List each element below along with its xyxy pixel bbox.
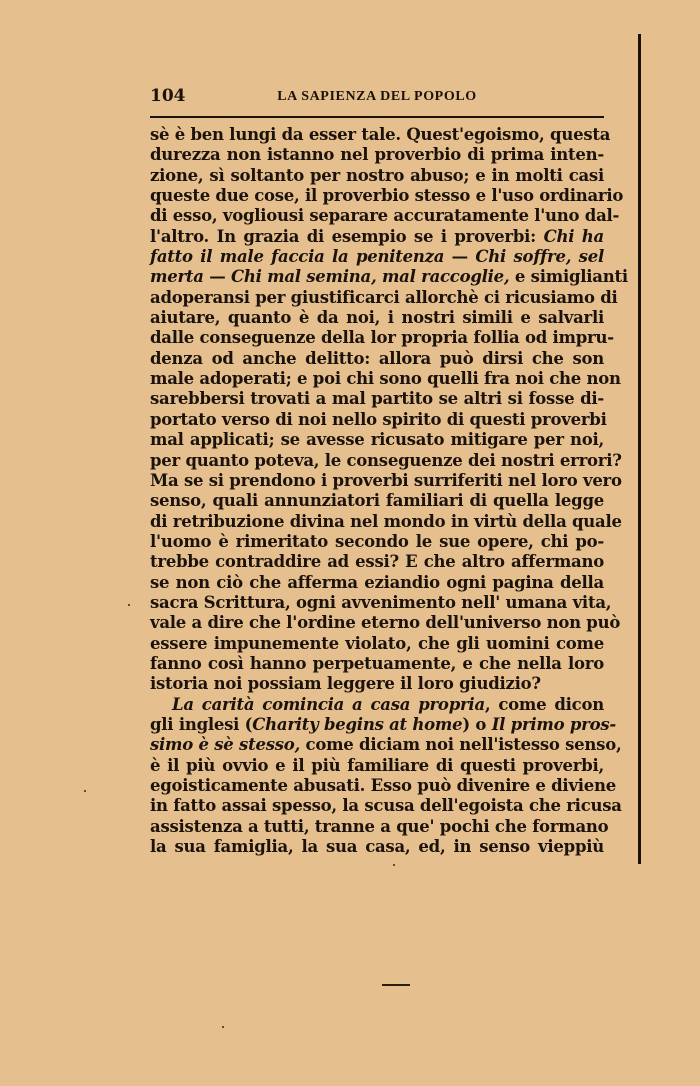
text-line: sacra Scrittura, ogni avvenimento nell' umana vita,	[150, 592, 612, 612]
text-line: sarebbersi trovati a mal partito se altri si fosse di-	[150, 389, 604, 409]
text-span: l'altro. In grazia di esempio se i proverbi:	[150, 226, 544, 246]
text-line: gli inglesi (Charity begins at home) o Il primo pros-	[150, 714, 616, 734]
text-line	[150, 227, 604, 247]
text-line: è il più ovvio e il più familiare di questi proverbi,	[150, 755, 604, 775]
ink-speck	[393, 864, 395, 866]
text-line: in fatto assai spesso, la scusa dell'egoista che ricusa	[150, 796, 622, 816]
text-line: sè è ben lungi da esser tale. Quest'egoismo, questa	[150, 125, 611, 144]
text-line: merta — Chi mal semina, mal raccoglie, e simiglianti	[150, 267, 628, 287]
page-edge-line	[638, 34, 641, 864]
text-line: zione, sì soltanto per nostro abuso; e in molti casi	[150, 165, 604, 185]
text-line: essere impunemente violato, che gli uomini come	[150, 633, 604, 653]
italic-span: Chi ha	[543, 226, 604, 246]
text-line: vale a dire che l'ordine eterno dell'universo non può	[150, 613, 621, 633]
italic-span: simo è sè stesso,	[150, 735, 301, 755]
text-line: la sua famiglia, la sua casa, ed, in senso vieppiù	[150, 837, 604, 857]
text-line: adoperansi per giustificarci allorchè ci ricusiamo di	[150, 287, 618, 307]
text-line: male adoperati; e poi chi sono quelli fra noi che non	[150, 369, 621, 389]
text-line: simo è sè stesso, come diciam noi nell'istesso senso,	[150, 735, 622, 755]
text-line: istoria noi possiam leggere il loro giudizio?	[150, 674, 541, 694]
text-line: portato verso di noi nello spirito di questi proverbi	[150, 409, 607, 429]
text-line: senso, quali annunziatori familiari di quella legge	[150, 491, 604, 511]
text-line: per quanto poteva, le conseguenze dei nostri errori?	[150, 450, 622, 470]
ink-speck	[84, 790, 86, 792]
italic-span: Chi mal semina, mal raccoglie,	[230, 267, 510, 287]
text-line: assistenza a tutti, tranne a que' pochi che formano	[150, 816, 609, 836]
text-line: La carità comincia a casa propria, come dicon	[172, 694, 604, 714]
text-line: Ma se si prendono i proverbi surriferiti nel loro vero	[150, 470, 622, 490]
text-line: fatto il male faccia la penitenza — Chi soffre, sel	[150, 247, 604, 267]
text-line: denza od anche delitto: allora può dirsi che son	[150, 348, 604, 368]
body-text	[150, 125, 628, 857]
page-header	[150, 86, 604, 110]
ink-speck	[222, 1026, 224, 1028]
text-line: fanno così hanno perpetuamente, e che nella loro	[150, 653, 604, 673]
text-line: di esso, vogliousi separare accuratamente l'uno dal-	[150, 206, 620, 226]
running-title: LA SAPIENZA DEL POPOLO	[277, 89, 477, 104]
italic-span: merta	[150, 267, 204, 287]
text-line: aiutare, quanto è da noi, i nostri simili e salvarli	[150, 308, 604, 328]
italic-span: Il primo pros-	[491, 714, 616, 734]
italic-span: fatto il male faccia la penitenza	[150, 247, 445, 267]
text-line: dalle conseguenze della lor propria follia od impru-	[150, 328, 614, 348]
ink-speck	[128, 604, 130, 606]
text-line: trebbe contraddire ad essi? E che altro affermano	[150, 552, 604, 572]
text-line: queste due cose, il proverbio stesso e l'uso ordinario	[150, 186, 624, 206]
text-line: se non ciò che afferma eziandio ogni pagina della	[150, 572, 604, 592]
header-rule	[150, 116, 604, 118]
text-line: mal applicati; se avesse ricusato mitigare per noi,	[150, 430, 604, 450]
text-line: egoisticamente abusati. Esso può divenire e diviene	[150, 776, 617, 795]
italic-span: Chi soffre, sel	[475, 247, 604, 267]
italic-span: La carità comincia a casa propria	[172, 694, 485, 714]
italic-span: Charity begins at home	[252, 714, 463, 734]
page-number: 104	[150, 86, 186, 106]
text-line: di retribuzione divina nel mondo in virtù della quale	[150, 511, 622, 531]
text-line: l'uomo è rimeritato secondo le sue opere, chi po-	[150, 531, 604, 551]
text-line: durezza non istanno nel proverbio di prima inten-	[150, 145, 604, 165]
footer-dash	[382, 984, 410, 986]
